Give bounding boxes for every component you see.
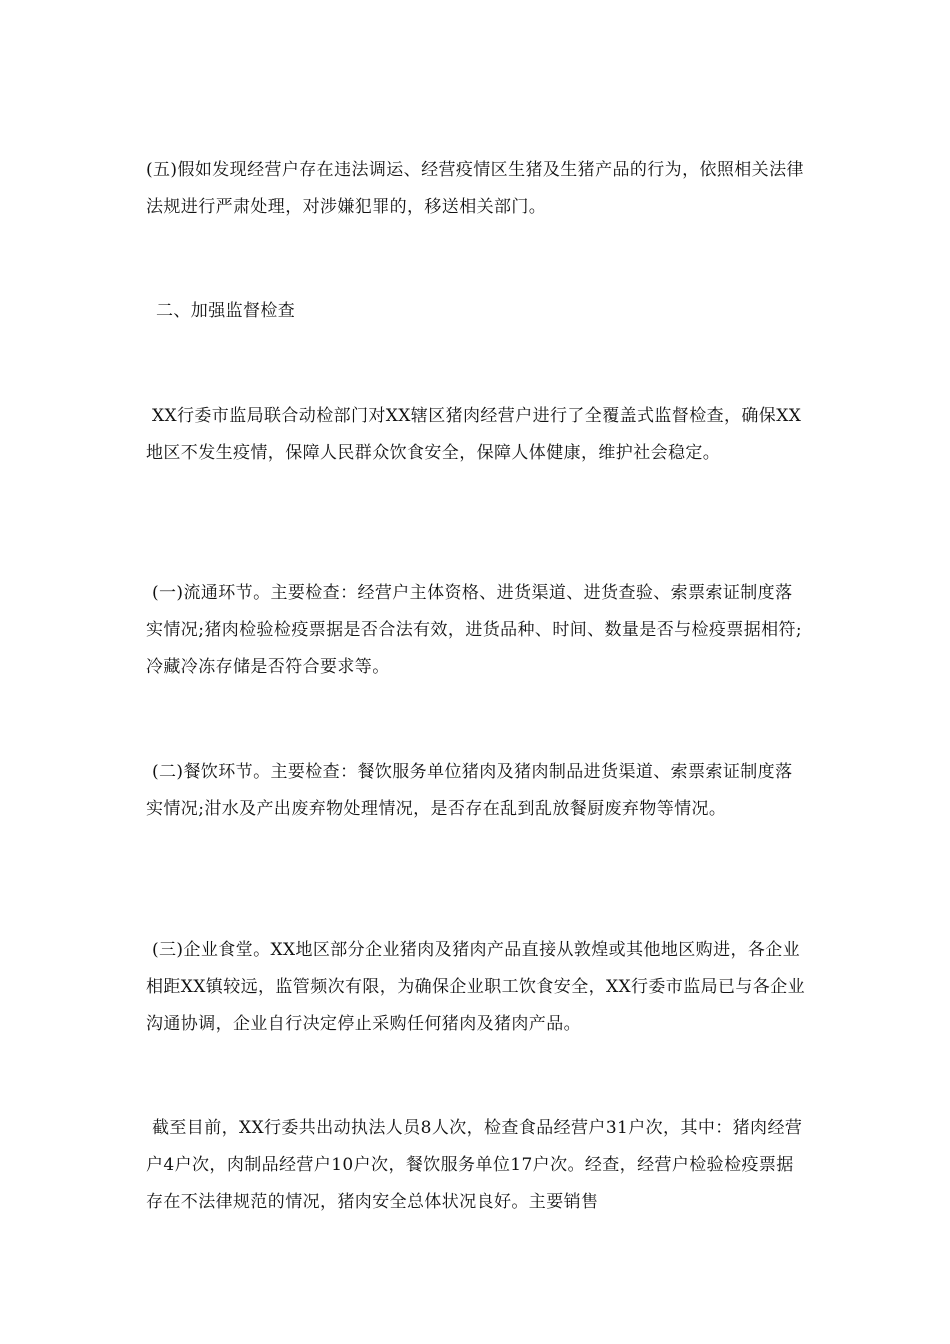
paragraph-canteen: (三)企业食堂。XX地区部分企业猪肉及猪肉产品直接从敦煌或其他地区购进，各企业相距XX镇较远，监管频次有限，为确保企业职工饮食安全，XX行委市监局已与各企业沟通协调，企业自行决定停止采购任何猪肉及猪肉产品。	[146, 940, 806, 1034]
paragraph-intro: XX行委市监局联合动检部门对XX辖区猪肉经营户进行了全覆盖式监督检查，确保XX地区不发生疫情，保障人民群众饮食安全，保障人体健康，维护社会稳定。	[146, 406, 802, 463]
paragraph-catering: (二)餐饮环节。主要检查：餐饮服务单位猪肉及猪肉制品进货渠道、索票索证制度落实情况;泔水及产出废弃物处理情况，是否存在乱到乱放餐厨废弃物等情况。	[146, 762, 793, 819]
section-heading-strengthen-inspection: 二、加强监督检查	[156, 301, 296, 321]
paragraph-item-five: (五)假如发现经营户存在违法调运、经营疫情区生猪及生猪产品的行为，依照相关法律法规进行严肃处理，对涉嫌犯罪的，移送相关部门。	[146, 160, 804, 217]
paragraph-summary: 截至目前，XX行委共出动执法人员8人次，检查食品经营户31户次，其中：猪肉经营户4户次，肉制品经营户10户次，餐饮服务单位17户次。经查，经营户检验检疫票据存在不法律规范的情况，猪肉安全总体状况良好。主要销售	[146, 1118, 803, 1212]
paragraph-circulation: (一)流通环节。主要检查：经营户主体资格、进货渠道、进货查验、索票索证制度落实情况;猪肉检验检疫票据是否合法有效，进货品种、时间、数量是否与检疫票据相符;冷藏冷冻存储是否符合要求等。	[146, 583, 803, 677]
